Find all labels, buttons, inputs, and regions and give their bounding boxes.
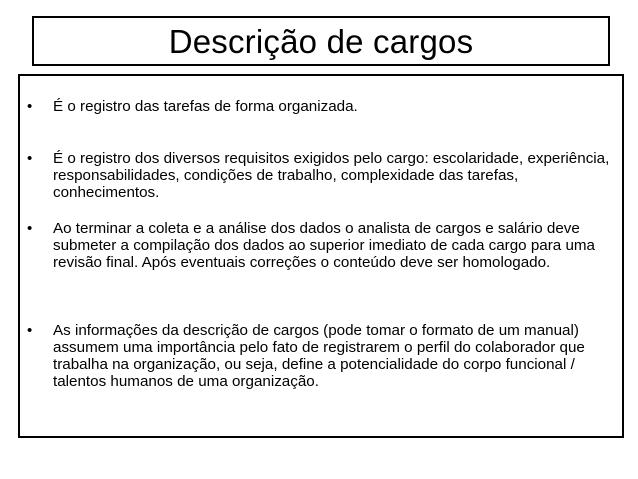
bullet-marker: • <box>27 150 33 167</box>
bullet-marker: • <box>27 220 33 237</box>
bullet-text: Ao terminar a coleta e a análise dos dados o analista de cargos e salário deve submeter a compilação dos dados ao superior imediato de cada cargo para uma revisão final. Após eventuais correções o conteúdo deve ser homologado. <box>53 220 596 271</box>
title-box <box>32 16 610 66</box>
slide-title: Descrição de cargos <box>168 22 474 60</box>
bullet-marker: • <box>27 98 33 115</box>
bullet-marker: • <box>27 322 33 339</box>
bullet-text: É o registro das tarefas de forma organizada. <box>53 98 358 115</box>
bullet-text: É o registro dos diversos requisitos exigidos pelo cargo: escolaridade, experiência, responsabilidades, condições de trabalho, complexidade das tarefas, conhecimentos. <box>53 150 610 201</box>
content-box <box>18 74 624 438</box>
bullet-text: As informações da descrição de cargos (pode tomar o formato de um manual) assumem uma importância pelo fato de registrarem o perfil do colaborador que trabalha na organização, ou seja, define a potencialidade do corpo funcional / talentos humanos de uma organização. <box>53 322 585 390</box>
